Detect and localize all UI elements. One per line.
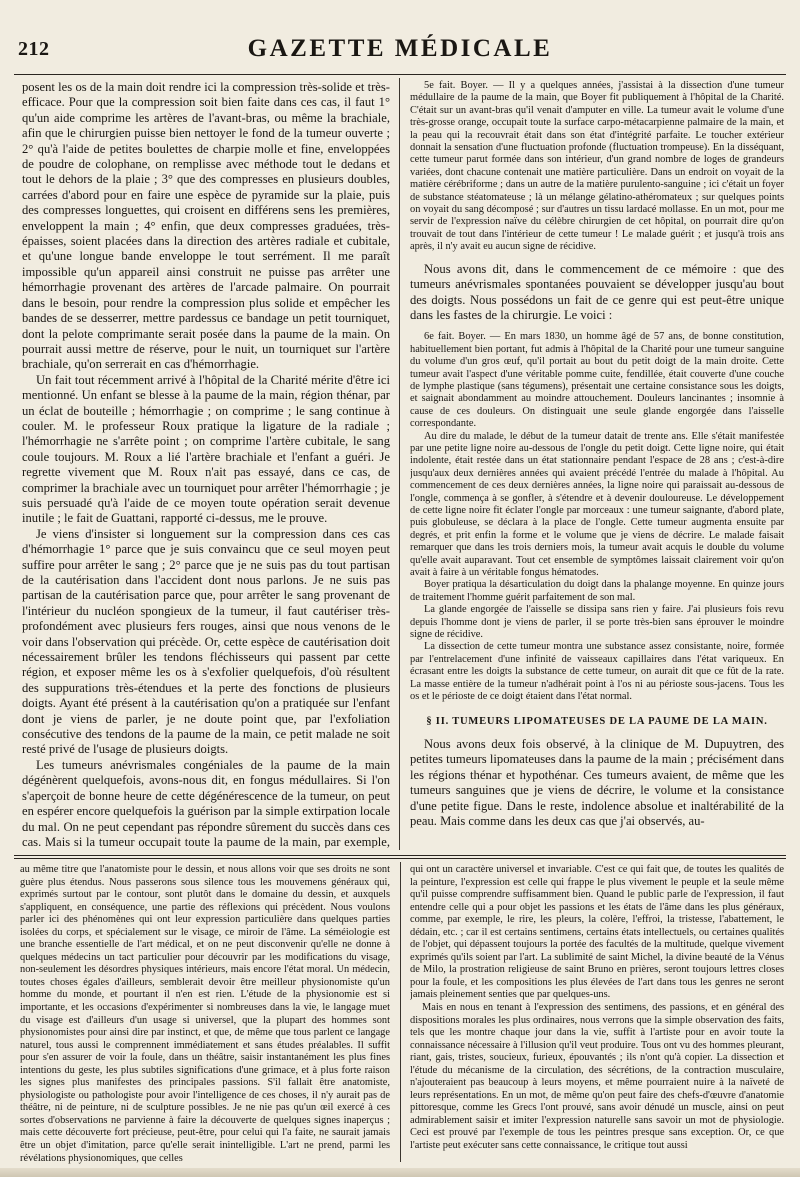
- case-report-5: 5e fait. Boyer. — Il y a quelques années, j'assistai à la dissection d'une tumeur médullaire de la paume de la main, que Boyer fit publiquement à l'hôpital de la Charité. C'était sur un avant-bras qu'il venait d'amputer en ville. La tumeur avait le volume d'une très-grosse orange, occupait toute la surface carpo-métacarpienne palmaire de la main, et la peau qui la recouvrait était dans son état d'intégrité parfaite. Le toucher extérieur donnait la sensation d'une fluctuation profonde (fluctuation trompeuse). En la disséquant, cette tumeur parut formée dans son intérieur, d'un grand nombre de loges de grandeurs variées, dont chacune contenait une matière particulière. Dans un endroit on voyait de la matière cérébriforme ; dans un autre de la matière purulento-sanguine ; ici c'était un foyer de substance stéatomateuse ; là un mélange gélatino-athéromateux ; sur quelques points on voyait du sang décomposé ; sur d'autres un tissu lardacé mollasse. En un mot, pour me servir de l'expression naïve du célèbre chirurgien de cet hôpital, on pourrait dire qu'on trouvait de tout dans l'intérieur de cette tumeur ! Le malade guérit ; et jusqu'à trois ans après, il n'y avait eu aucun signe de récidive.: [410, 80, 784, 253]
- header-rule: [14, 74, 786, 75]
- feuilleton-rule: [14, 855, 786, 856]
- paragraph: Nous avons deux fois observé, à la clinique de M. Dupuytren, des petites tumeurs lipomateuses dans la paume de la main ; précisément dans les régions thénar et hypothénar. Ces tumeurs avaient, de même que les tumeurs sanguines que je viens de décrire, le volume et la consistance d'une petite figue. Dans le reste, indolence absolue et inaltérabilité de la peau. Mais comme dans les deux cas que j'ai observés, au-: [410, 736, 784, 828]
- paragraph: posent les os de la main doit rendre ici la compression très-solide et très-efficace. Pour que la compression soit bien faite dans ces cas, il faut 1° qu'un aide comprime les artères de l'avant-bras, ou même la brachiale, afin que le chirurgien puisse bien nettoyer le fond de la tumeur ouverte ; 2° qu'à l'aide de petites boulettes de charpie molle et fine, enveloppées de poudre de colophane, on remplisse avec méthode tout le dedans et tout le dehors de la plaie ; 3° que des compresses en plusieurs doubles, carrées d'abord pour en faire une espèce de pyramide sur la plaie, puis des compresses longuettes, qui croisent en différens sens les premières, enveloppent la main ; 4° enfin, que deux compresses graduées, très-épaisses, soient placées dans la direction des artères radiale et cubitale, et qu'une longue bande enveloppe le tout serrément. Il me paraît impossible qu'un appareil ainsi construit ne puisse pas arrêter une hémorrhagie provenant des artères de l'arcade palmaire. On pourrait dans le besoin, pour rendre la compression plus solide et empêcher les bandes de se desserrer, mettre pardessus ce bandage un petit tourniquet, dont la pelote comprimante serait posée dans la paume de la main. On pourrait aussi mettre de réserve, pour le nuit, un tourniquet sur l'artère brachiale, qu'on serrerait en cas d'hémorrhagie.: [22, 80, 390, 372]
- paragraph: Un fait tout récemment arrivé à l'hôpital de la Charité mérite d'être ici mentionné. Un enfant se blesse à la paume de la main, région thénar, par un éclat de bouteille ; hémorrhagie ; on comprime ; le sang continue à couler. M. le professeur Roux pratique la ligature de la radiale ; l'hémorrhagie ne s'arrête point ; on comprime l'artère cubitale, le sang coule toujours. M. Roux a lié l'artère brachiale et l'enfant a guéri. Je regrette vivement que M. Roux n'ait pas essayé, dans ce cas, de comprimer la brachiale avec un tourniquet pour arrêter l'hémorrhagie ; je suis persuadé qu'à l'aide de ce moyen toute opération serait devenue inutile ; le fait de Guattani, rapporté ci-dessus, me le prouve.: [22, 372, 390, 526]
- page-header: [14, 30, 786, 70]
- left-column: [22, 80, 390, 848]
- case-report-6-paragraph: La dissection de cette tumeur montra une substance assez consistante, noire, formée par l'entrelacement d'une infinité de vaisseaux capillaires dans l'état variqueux. En écrasant entre les doigts la substance de cette tumeur, on aurait dit que ce fût de la rate. La masse entière de la tumeur n'adhérait point à l'os ni au périoste sous-jacens. Tous les os et le périoste de ce doigt étaient dans l'état normal.: [410, 641, 784, 703]
- paragraph: qui ont un caractère universel et invariable. C'est ce qui fait que, de toutes les qualités de la peinture, l'expression est celle qui frappe le plus vivement le peuple et la seule même qu'il puisse comprendre suffisamment bien. Quand le public parle de l'expression, il faut entendre celle qui a pour objet les passions et les états de l'âme dans les plus généraux, comme, par exemple, le rire, les pleurs, la colère, l'effroi, la tristesse, l'abattement, le dédain, etc. ; car il est certains sentimens, certains états intellectuels, ou certaines qualités de l'objet, qui dépassent toujours la portée des facultés de la multitude, quelque vivement exprimés qu'ils soient par l'art. La sublimité de saint Michel, la divine beauté de la Vénus de Milo, la prostration religieuse de saint Bruno en prières, seront toujours lettres closes pour la foule, et les compositions les plus élevées de l'art dans tous les genres ne seront jamais pleinement senties que par quelques-uns.: [410, 864, 784, 1001]
- column-divider: [399, 78, 400, 850]
- paragraph: Nous avons dit, dans le commencement de ce mémoire : que des tumeurs anévrismales spontanées pouvaient se développer jusqu'au bout des doigts. Nous possédons un fait de ce genre qui est peut-être unique dans les fastes de la chirurgie. Le voici :: [410, 261, 784, 322]
- paragraph: au même titre que l'anatomiste pour le dessin, et nous allons voir que ses droits ne sont guère plus étendus. Nous passerons sous silence tous les mouvemens généraux qui, exprimés surtout par le contour, sont plutôt dans le domaine du dessin, et auxquels s'appliquent, en conséquence, une partie des réflexions qui précèdent. Nous voulons parler ici des phénomènes qui ont leur expression particulière dans quelques parties isolées du corps, et spécialement sur le visage, ce miroir de l'âme. La séméiologie est une branche essentielle de l'art médical, et on ne peut disconvenir qu'elle ne donne à quelques médecins un tact particulier pour découvrir par les modifications du visage, non-seulement les désordres physiques intérieurs, mais encore l'état moral. Un médecin, toutes choses égales d'ailleurs, semblerait devoir être meilleur physionomiste qu'un homme du monde, et pourtant il n'en est rien. L'étude de la physionomie est si importante, et les occasions d'expérimenter si nombreuses dans la vie, le langage muet du visage est d'ailleurs d'un usage si universel, que la plupart des hommes sont physionomistes pour ainsi dire par instinct, et que, de même que tous parlent ce langage naturel, tous aussi le comprennent immédiatement et sans études préalables. Il suffit pour s'en assurer de voir la foule, dans un théâtre, saisir instantanément les plus fines intentions du geste, les plus subtiles significations d'une grimace, et à plus forte raison les signes plus manifestes des principales passions. S'il fallait être anatomiste, physiologiste ou pathologiste pour avoir l'intelligence de ces choses, il n'y aurait pas de théâtre, ni de peinture, ni de sculpture possibles. Je ne nie pas qu'un œil exercé à ces sortes d'observations ne parvienne à faire la découverte de quelques signes inaperçus ; mais cette découverte fort précieuse, peut-être, pour celui qui l'a faite, ne saurait jamais être un objet d'imitation, parce qu'elle serait inintelligible. L'art ne prend, parmi les révélations physionomiques, que celles: [20, 864, 390, 1164]
- page-number: 212: [18, 38, 50, 60]
- paragraph: Je viens d'insister si longuement sur la compression dans ces cas d'hémorrhagie 1° parce que je suis convaincu que ce seul moyen peut suffire pour arrêter le sang ; 2° parce que je ne suis pas du tout partisan de la cautérisation dans l'accident dont nous parlons. Je ne suis pas partisan de la cautérisation parce que, pour arrêter le sang provenant de l'intérieur du nucléon spongieux de la tumeur, il faut cautériser très-profondément avec plusieurs fers rouges, ainsi que nous venons de le voir dans l'observation qui précède. Or, cette espèce de cautérisation doit nécessairement brûler les tendons fléchisseurs qui passent par cette région, et exposer même les os à s'exfolier quelquefois, d'où résultent des suppurations très-étendues et la perte des fonctions de plusieurs doigts. Ayant été présent à la cautérisation qu'on a pratiquée sur l'enfant dont je viens de parler, je ne doute point que, par l'exfoliation consécutive des tendons de la paume de la main, ce petit malade ne soit resté privé de l'usage de plusieurs doigts.: [22, 526, 390, 757]
- right-column: [410, 80, 784, 848]
- case-report-6-paragraph: Boyer pratiqua la désarticulation du doigt dans la phalange moyenne. En quinze jours de traitement l'homme guérit parfaitement de son mal.: [410, 579, 784, 603]
- feuilleton-divider: [400, 862, 401, 1162]
- case-report-6: 6e fait. Boyer. — En mars 1830, un homme âgé de 57 ans, de bonne constitution, habituellement bien portant, fut admis à l'hôpital de la Charité pour une tumeur sanguine du volume d'un gros œuf, qu'il portait au bout du petit doigt de la main droite. Cette tumeur avait l'aspect d'une véritable pomme cuite, fendillée, était couverte d'une couche de lymphe plastique (sans tégumens), présentait une certaine consistance sous les doigts, et saignait abondamment au moindre attouchement. Douleurs lancinantes ; insomnie à cause de ces douleurs. On distinguait une seule glande engorgée dans l'aisselle correspondante.: [410, 331, 784, 430]
- section-heading: § II. TUMEURS LIPOMATEUSES DE LA PAUME DE LA MAIN.: [426, 715, 768, 727]
- journal-title: GAZETTE MÉDICALE: [247, 35, 553, 62]
- page-fold-edge: [0, 1168, 800, 1177]
- paragraph: Mais en nous en tenant à l'expression des sentimens, des passions, et en général des dispositions morales les plus ordinaires, nous verrons que la simple observation des faits, tels que les montre chaque jour dans la vie, suffit à l'artiste pour en avoir toute la connaissance nécessaire à l'illusion qu'il veut produire. Tous ont vu des hommes pleurant, riant, gais, tristes, soucieux, furieux, épouvantés ; ils n'ont qu'à copier. La dissection et l'étude du mécanisme de la circulation, des sécrétions, de la contraction musculaire, n'ajouteraient pas beaucoup à leurs moyens, et même pourraient nuire à la naïveté de leurs représentations. En un mot, de même qu'on peut faire des chefs-d'œuvre d'anatomie pittoresque, comme les Grecs l'ont prouvé, sans avoir dénudé un muscle, ainsi on peut admirablement saisir et imiter l'expression naturelle sans savoir un mot de physiologie. Ceci est prouvé par l'exemple de tous les peintres presque sans exception. Or, ce que l'artiste peut exécuter sans cette connaissance, le critique tout aussi: [410, 1002, 784, 1152]
- feuilleton-right-column: [410, 864, 784, 1164]
- feuilleton-rule-thin: [14, 858, 786, 859]
- case-report-6-paragraph: Au dire du malade, le début de la tumeur datait de trente ans. Elle s'était manifestée par une petite ligne noire au-dessous de l'ongle du petit doigt. Cette ligne noire, qui était indolente, était restée dans un état stationnaire pendant l'espace de 28 ans ; c'est-à-dire jusqu'aux deux dernières années qui avaient précédé l'entrée du malade à l'hôpital. Au commencement de ces deux dernières années, la ligne noire qui paraissait au-dessous de l'ongle, commença à se gonfler, à s'étendre et à devenir douloureuse. Le développement de cette ligne noire fit éclater l'ongle par morceaux : une tumeur saignante, d'abord plate, puis globuleuse, se déclara à la place de l'ongle. Cette tumeur augmenta ensuite par degrés, et prit enfin la forme et le volume que je viens de décrire. Le malade faisait remarquer que dans les trois derniers mois, la tumeur avait acquis le double du volume qu'elle avait auparavant. Tout cet ensemble de symptômes laissait clairement voir qu'on avait à faire à un véritable fongus hématodes.: [410, 430, 784, 579]
- paragraph: Les tumeurs anévrismales congéniales de la paume de la main dégénèrent quelquefois, avons-nous dit, en fongus médullaires. Si l'on s'aperçoit de bonne heure de cette dégénérescence de la tumeur, on peut en espérer encore quelquefois la guérison par la simple extirpation locale du mal. On ne peut cependant pas répondre sûrement du succès dans ces cas. Mais si la tumeur occupait toute la paume de la main, par exemple,: [22, 757, 390, 848]
- feuilleton-left-column: [20, 864, 390, 1164]
- case-report-6-paragraph: La glande engorgée de l'aisselle se dissipa sans rien y faire. J'ai plusieurs fois revu depuis l'homme dont je viens de parler, il se porte très-bien sans éprouver le moindre signe de récidive.: [410, 604, 784, 641]
